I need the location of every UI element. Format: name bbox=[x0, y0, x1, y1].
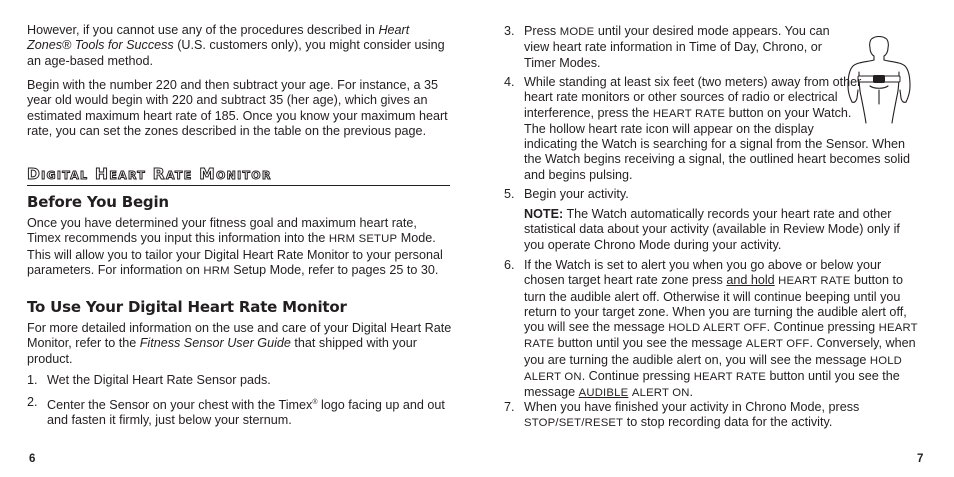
display-message-underlined: AUDIBLE bbox=[578, 387, 629, 400]
text-run: button until you see the message bbox=[524, 369, 900, 400]
text-run: . bbox=[689, 385, 694, 400]
to-use-paragraph bbox=[27, 321, 452, 367]
step-7 bbox=[504, 400, 924, 432]
step-number: 5. bbox=[504, 187, 515, 201]
button-name: STOP/SET/RESET bbox=[524, 417, 624, 430]
to-use-heading: To Use Your Digital Heart Rate Monitor bbox=[27, 298, 347, 316]
mode-name: HRM bbox=[203, 264, 230, 277]
section-title: Digital Heart Rate Monitor bbox=[27, 165, 450, 186]
button-name: HEART RATE bbox=[693, 371, 767, 384]
button-name: MODE bbox=[559, 26, 595, 38]
step-1 bbox=[27, 373, 447, 389]
text-run: . Conversely, when you are turning the audible alert on, you will see the message bbox=[524, 336, 916, 367]
step-2 bbox=[27, 395, 447, 427]
button-name: HEART RATE bbox=[652, 107, 726, 120]
display-message: ALERT ON bbox=[631, 387, 690, 400]
button-name: HEART RATE bbox=[524, 322, 918, 351]
step-number: 2. bbox=[27, 395, 38, 409]
step-3 bbox=[504, 24, 830, 72]
step-text bbox=[47, 395, 452, 429]
text-run: For more detailed information on the use and care of your Digital Heart Rate Monitor, refer to the bbox=[27, 321, 452, 351]
step-number: 4. bbox=[504, 75, 515, 89]
display-message: HOLD ALERT OFF bbox=[668, 322, 767, 335]
emphasis-underline: and hold bbox=[726, 273, 775, 288]
text-run: However, if you cannot use any of the procedures described in bbox=[27, 23, 379, 37]
intro-paragraph-1 bbox=[27, 23, 452, 69]
mode-name: HRM SETUP bbox=[328, 233, 398, 246]
step-5 bbox=[504, 187, 924, 203]
guide-title: Fitness Sensor User Guide bbox=[139, 336, 291, 351]
note-label: NOTE: bbox=[524, 207, 564, 221]
text-run: Mode. This will allow you to tailor your Digital Heart Rate Monitor to your personal parameters. For information on bbox=[27, 231, 443, 277]
text-run: Setup Mode, refer to pages 25 to 30. bbox=[229, 262, 439, 277]
step-text: Wet the Digital Heart Rate Sensor pads. bbox=[47, 373, 271, 387]
text-run: until your desired mode appears. You can view heart rate information in Time of Day, Chrono, or Timer Modes. bbox=[524, 24, 830, 70]
text-run: If the Watch is set to alert you when you go above or below your chosen target heart rate zone press bbox=[524, 258, 882, 288]
step-number: 7. bbox=[504, 400, 515, 414]
text-run: that shipped with your product. bbox=[27, 336, 417, 366]
text-run: . Continue pressing bbox=[766, 320, 879, 335]
step-text bbox=[524, 400, 914, 432]
button-name: HEART RATE bbox=[778, 275, 851, 288]
text-run: While standing at least six feet (two meters) away from other heart rate monitors or other sources of radio or electrical interference, press the bbox=[524, 75, 862, 120]
page-number-right: 7 bbox=[917, 453, 924, 465]
step-text bbox=[524, 75, 916, 183]
text-run: (U.S. customers only), you might consider using an age-based method. bbox=[27, 38, 445, 68]
right-page bbox=[477, 0, 954, 477]
text-run: to stop recording data for the activity. bbox=[623, 415, 833, 430]
step-text: Begin your activity. bbox=[524, 187, 629, 201]
text-run: When you have finished your activity in Chrono Mode, press bbox=[524, 400, 860, 414]
display-message: ALERT OFF bbox=[745, 338, 810, 351]
text-run: Once you have determined your fitness goal and maximum heart rate, Timex recommends you input this information into the bbox=[27, 216, 417, 246]
text-run: button until you see the message bbox=[554, 336, 746, 351]
text-run: logo facing up and out and fasten it firmly, just below your sternum. bbox=[47, 398, 445, 428]
illustration-wrap-space bbox=[866, 75, 916, 137]
text-run: Press bbox=[524, 24, 560, 38]
text-run: The Watch automatically records your heart rate and other statistical data about your activity (available in Review Mode) only if you operate Chrono Mode during your activity. bbox=[524, 207, 900, 252]
text-run: button to turn the audible alert off. Otherwise it will continue beeping until you return to your target zone. When you are turning the audible alert off, you will see the message bbox=[524, 273, 907, 335]
before-you-begin-paragraph bbox=[27, 216, 452, 279]
step-number: 6. bbox=[504, 258, 515, 272]
book-title: Heart Zones® Tools for Success bbox=[27, 23, 410, 53]
step-number: 1. bbox=[27, 373, 38, 387]
before-you-begin-heading: Before You Begin bbox=[27, 193, 169, 211]
text-run: . Continue pressing bbox=[581, 369, 694, 384]
step-text bbox=[524, 24, 834, 71]
intro-paragraph-2: Begin with the number 220 and then subtract your age. For instance, a 35 year old would begin with 220 and subtract 35 (her age), which gives an estimated maximum heart rate of 185. Once you know your maximum heart rate, you can set the zones described in the table on the previous page. bbox=[27, 78, 448, 138]
text-run: button on your Watch. The hollow heart rate icon will appear on the display indicating the Watch is searching for a signal from the Sensor. When the Watch begins receiving a signal, the outlined heart becomes solid and begins pulsing. bbox=[524, 105, 910, 182]
step-4 bbox=[504, 75, 934, 185]
step-6 bbox=[504, 258, 934, 398]
step-number: 3. bbox=[504, 24, 515, 38]
page-number-left: 6 bbox=[29, 453, 36, 465]
step-text bbox=[524, 258, 918, 402]
text-run: Center the Sensor on your chest with the Timex bbox=[47, 398, 313, 413]
registered-mark: ® bbox=[312, 399, 318, 406]
note-paragraph bbox=[524, 207, 916, 253]
display-message: HOLD ALERT ON bbox=[524, 354, 903, 384]
